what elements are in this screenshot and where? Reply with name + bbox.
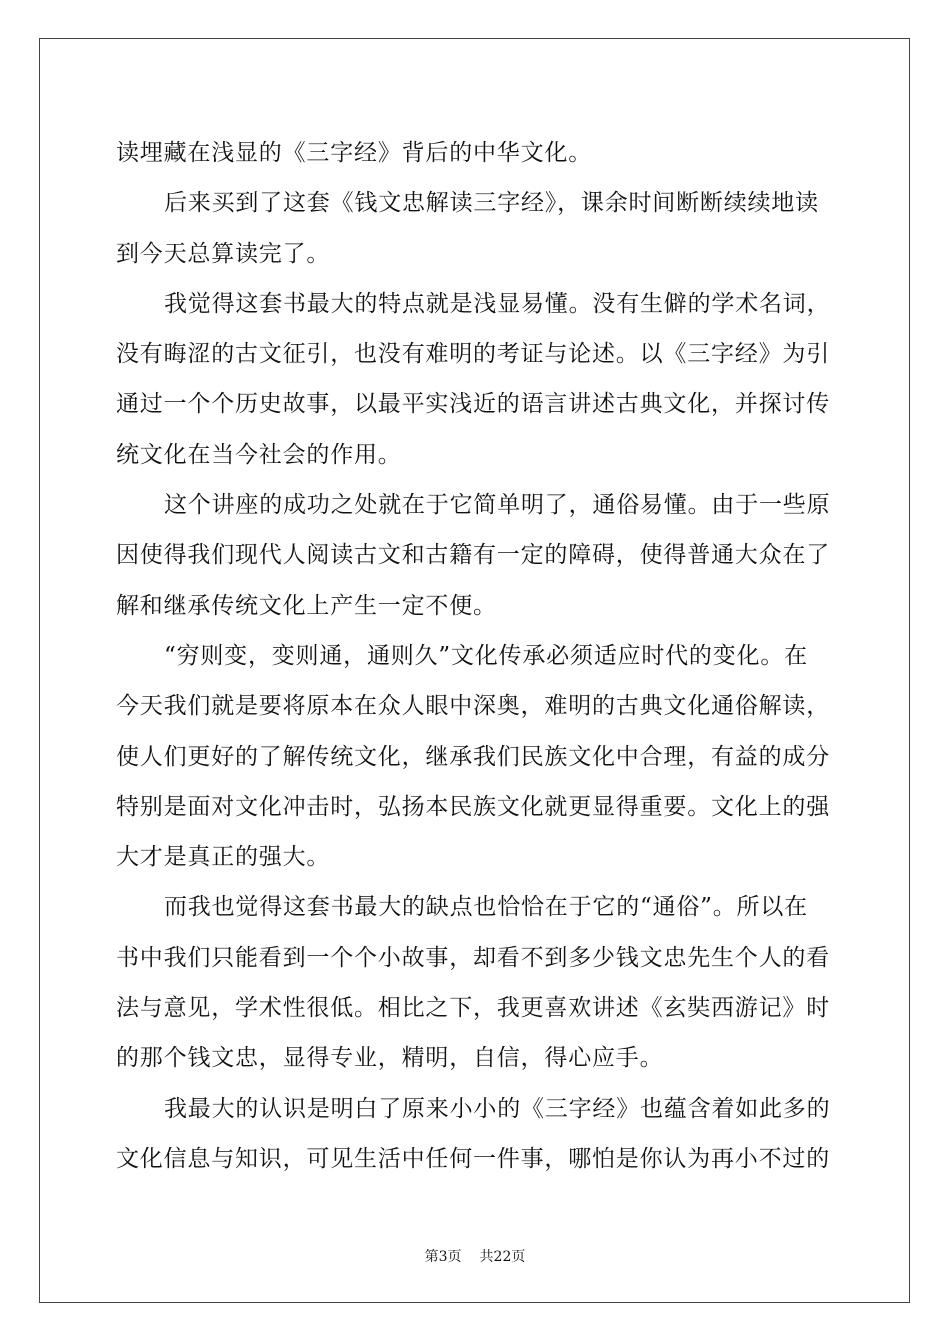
text-line: 今天我们就是要将原本在众人眼中深奥，难明的古典文化通俗解读， — [116, 693, 830, 720]
text-line: 特别是面对文化冲击时，弘扬本民族文化就更显得重要。文化上的强 — [116, 793, 830, 820]
text-line: 统文化在当今社会的作用。 — [116, 441, 402, 468]
text-line: 使人们更好的了解传统文化，继承我们民族文化中合理，有益的成分 — [116, 743, 830, 770]
text-line: 没有晦涩的古文征引，也没有难明的考证与论述。以《三字经》为引 — [116, 341, 830, 368]
text-line: 到今天总算读完了。 — [116, 240, 331, 267]
text-line: 后来买到了这套《钱文忠解读三字经》，课余时间断断续续地读 — [164, 190, 819, 217]
document-body — [116, 128, 834, 1184]
text-line: 因使得我们现代人阅读古文和古籍有一定的障碍，使得普通大众在了 — [116, 542, 830, 569]
text-line: 这个讲座的成功之处就在于它简单明了，通俗易懂。由于一些原 — [164, 492, 831, 519]
text-line: 通过一个个历史故事，以最平实浅近的语言讲述古典文化，并探讨传 — [116, 391, 830, 418]
text-line: 解和继承传统文化上产生一定不便。 — [116, 592, 497, 619]
current-page-number: 第3页 — [424, 1249, 462, 1265]
page-footer — [0, 1246, 950, 1266]
text-line: 我最大的认识是明白了原来小小的《三字经》也蕴含着如此多的 — [164, 1095, 831, 1122]
text-line: 大才是真正的强大。 — [116, 844, 331, 871]
total-page-count: 共22页 — [479, 1249, 526, 1265]
text-line: 文化信息与知识，可见生活中任何一件事，哪怕是你认为再小不过的 — [116, 1145, 830, 1172]
text-line: 而我也觉得这套书最大的缺点也恰恰在于它的“通俗”。所以在 — [164, 894, 808, 921]
text-line: 读埋藏在浅显的《三字经》背后的中华文化。 — [116, 140, 592, 166]
text-line: 的那个钱文忠，显得专业，精明，自信，得心应手。 — [116, 1045, 664, 1072]
text-line: 我觉得这套书最大的特点就是浅显易懂。没有生僻的学术名词， — [164, 290, 831, 317]
text-line: 书中我们只能看到一个个小故事，却看不到多少钱文忠先生个人的看 — [116, 944, 830, 971]
text-line: 法与意见，学术性很低。相比之下，我更喜欢讲述《玄奘西游记》时 — [116, 995, 830, 1022]
text-line: “穷则变，变则通，通则久”文化传承必须适应时代的变化。在 — [164, 642, 808, 669]
